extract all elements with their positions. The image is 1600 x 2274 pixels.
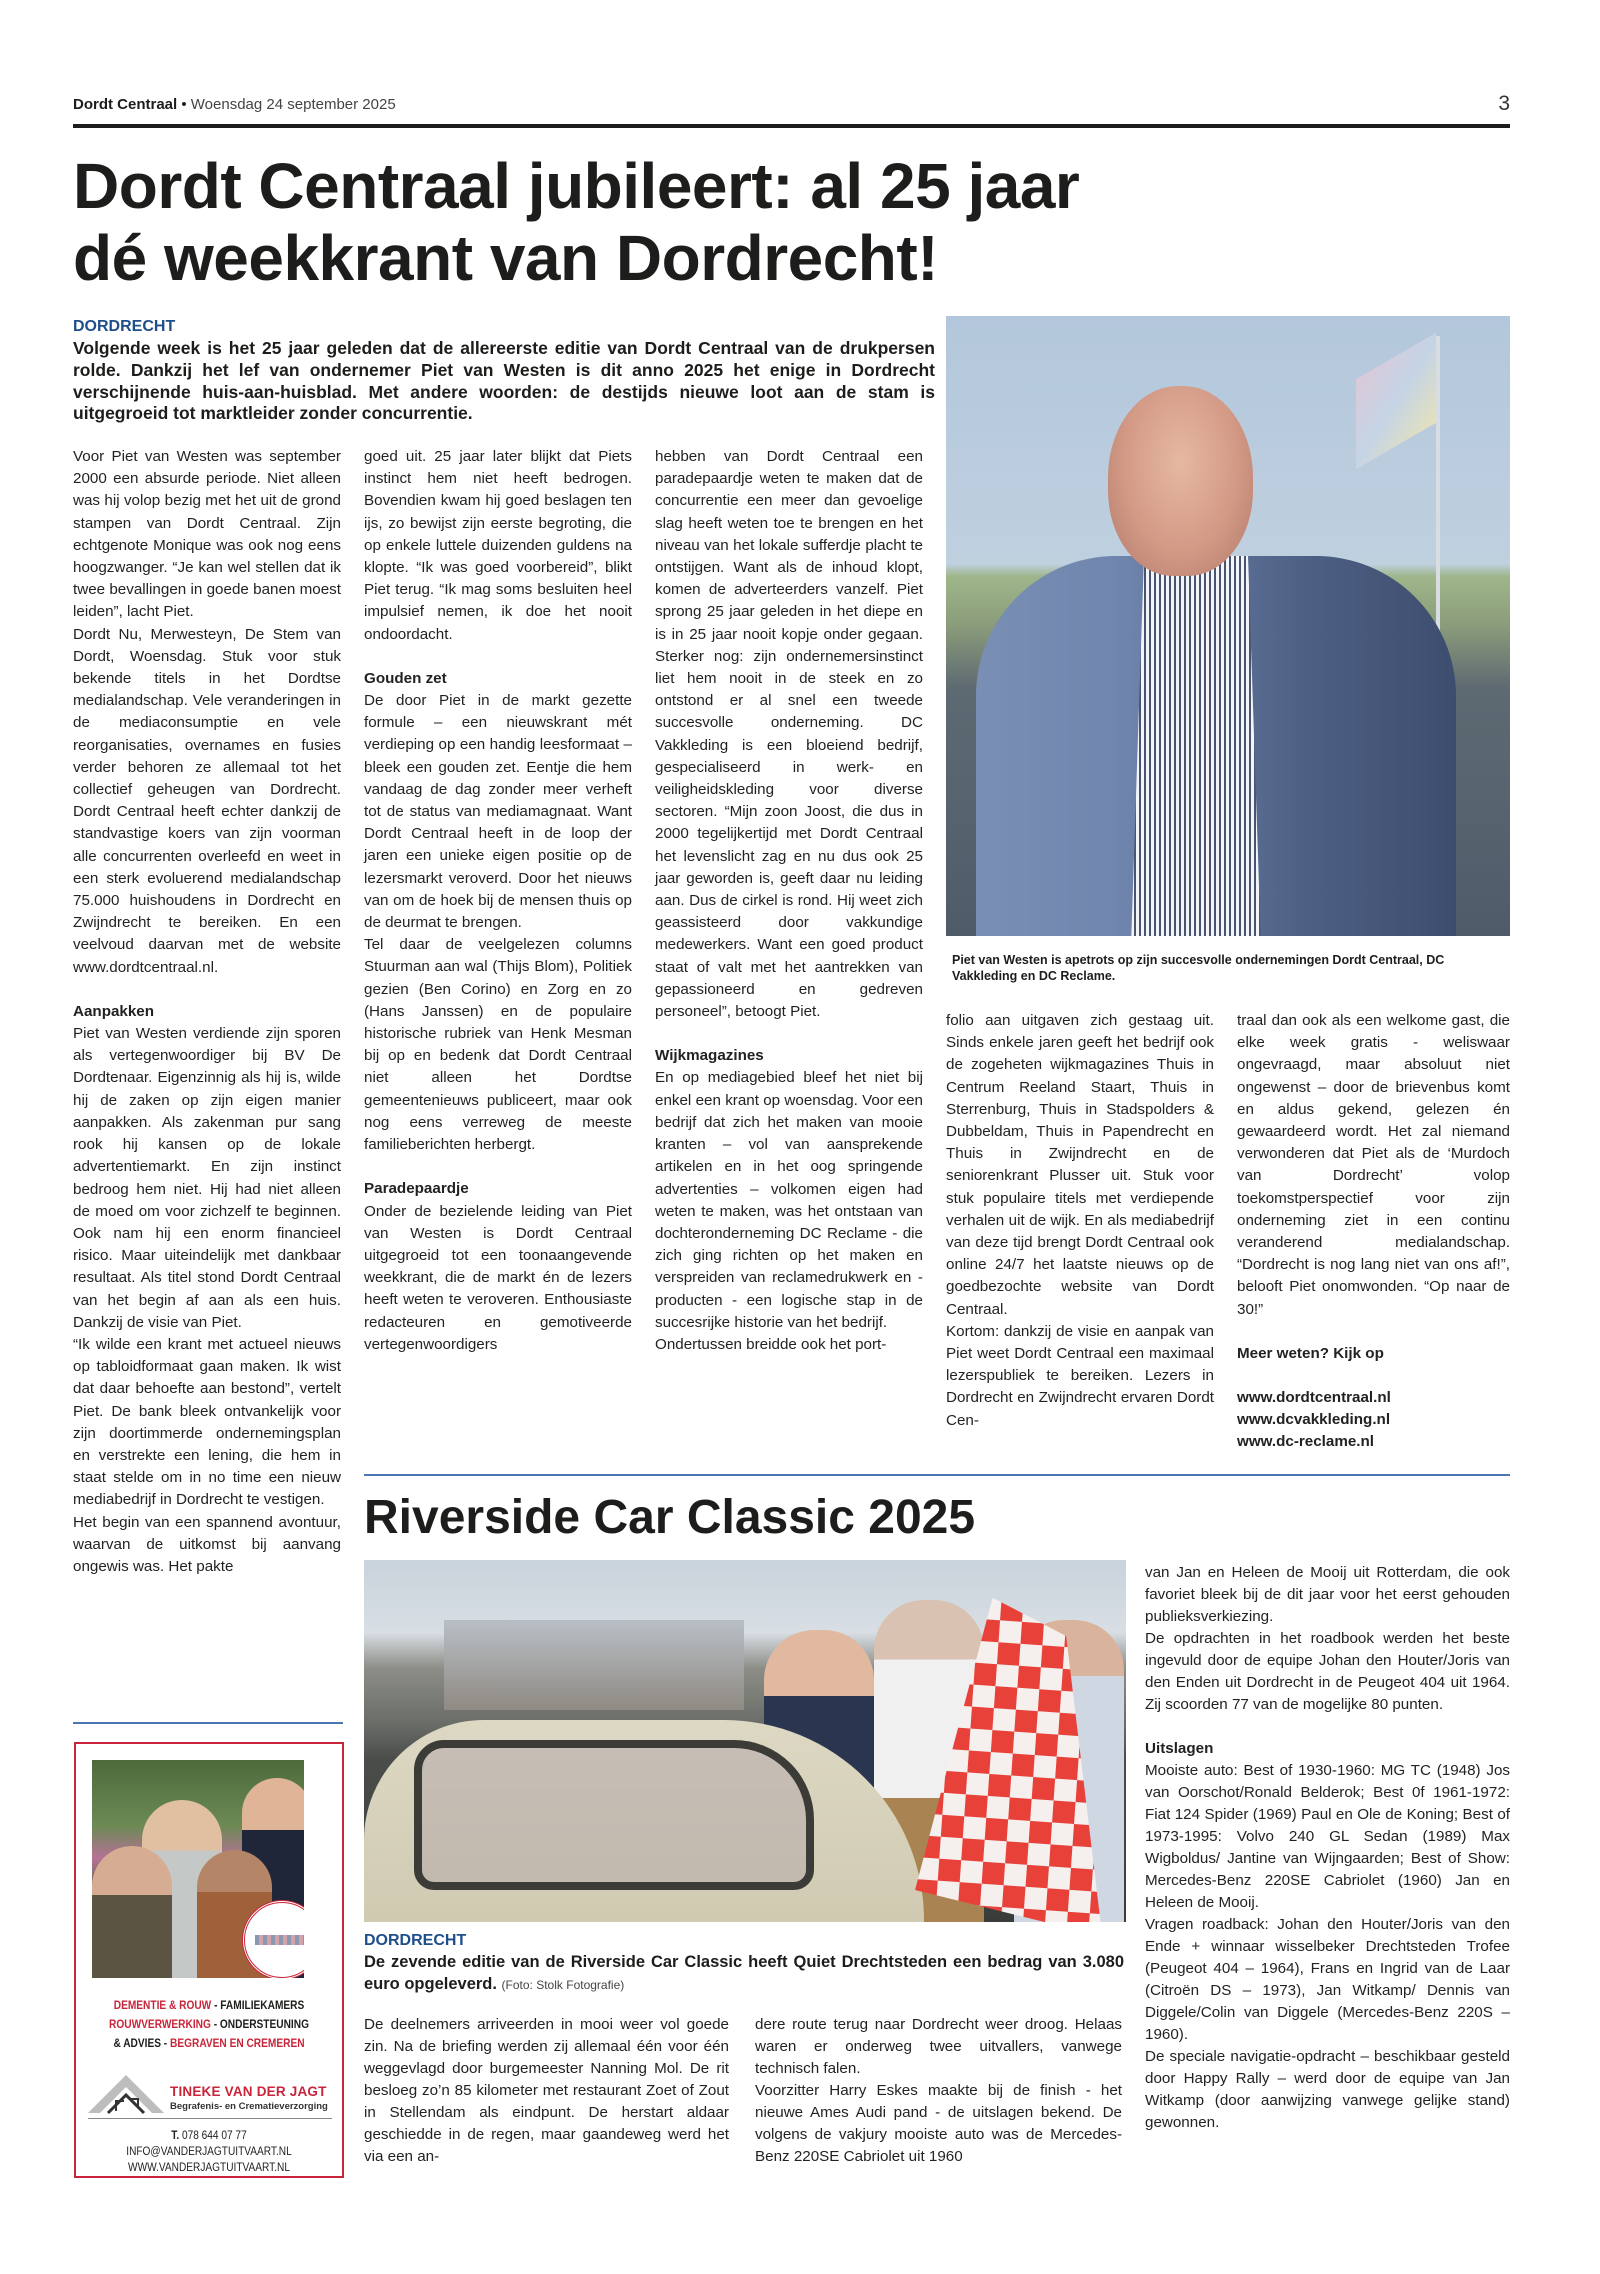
subheading-aanpakken: Aanpakken xyxy=(73,1002,155,1020)
photo-credit: (Foto: Stolk Fotografie) xyxy=(501,1977,625,1992)
ad-website[interactable]: WWW.VANDERJAGTUITVAART.NL xyxy=(128,2162,290,2174)
article2-column-1 xyxy=(364,2014,729,2168)
paragraph: dere route terug naar Dordrecht weer droog. Helaas waren er onderweg twee uitvallers, vanwege technisch falen. xyxy=(755,2016,1122,2077)
car-classic-photo xyxy=(364,1560,1126,1922)
article-column-1 xyxy=(73,446,341,1578)
service-ondersteuning: - ONDERSTEUNING xyxy=(210,2017,309,2031)
paragraph: De deelnemers arriveerden in mooi weer vol goede zin. Na de briefing werden zij allemaal één voor één weggevlagd door burgemeester Nanning Mol. De rit besloeg zo’n 85 kilometer met restaurant Zoet of Zout in Stellendam als eindpunt. De herstart aldaar geschiedde in de regen, maar gaandeweg werd het via een an- xyxy=(364,2016,729,2165)
ad-contact xyxy=(92,2128,326,2176)
article2-lead xyxy=(364,1952,1124,1996)
ad-divider-line xyxy=(88,2118,332,2119)
paragraph: Vragen roadback: Johan den Houter/Joris van den Ende + winnaar wisselbeker Drechtsteden Trofee (Peugeot 404 – 1964), Frans en Ingrid van de Laar (Citroën DS – 1973), Jan Witkamp/ Dennis van Diggele/Colin van Diggele (Mercedes-Benz 220S – 1960). xyxy=(1145,1916,1510,2043)
service-dementie: DEMENTIE & ROUW xyxy=(113,1998,212,2012)
ad-brand-subtitle: Begrafenis- en Crematieverzorging xyxy=(170,2101,328,2112)
paragraph: hebben van Dordt Centraal een paradepaardje weten te maken dat de concurrentie een meer dan gevoelige slag heeft weten toe te brengen en het niveau van het lokale sufferdje placht te ontstijgen. Want als de inhoud klopt, komen de adverteerders vanzelf. Piet sprong 25 jaar geleden in het diepe en is in 25 jaar nooit kopje onder gegaan. Sterker nog: zijn ondernemersinstinct liet hem nooit in de steek en zo ontstond er al snel een tweede succesvolle onderneming. DC Vakkleding is een bloeiend bedrijf, gespecialiseerd in werk- en veiligheidskleding voor diverse sectoren. “Mijn zoon Joost, die dus in 2000 tegelijkertijd met Dordt Centraal het levenslicht zag en nu dus ook 25 jaar geworden is, geeft daar nu leiding aan. Dus de cirkel is rond. Hij weet zich geassisteerd door vakkundige medewerkers. Want een goed product staat of valt met het aantrekken van gepassioneerd en gedreven personeel”, betoogt Piet. xyxy=(655,448,923,1021)
ad-team-photo xyxy=(92,1760,304,1978)
flag xyxy=(1356,333,1436,469)
article-column-3 xyxy=(655,446,923,1356)
funeral-service-advertisement[interactable] xyxy=(74,1742,344,2178)
paragraph: De speciale navigatie-opdracht – beschikbaar gesteld door Happy Rally – werd door de equipe van Jan Witkamp (door aanwijzing vanwege gelijke stand) gewonnen. xyxy=(1145,2048,1510,2131)
article2-column-2 xyxy=(755,2014,1122,2168)
person xyxy=(92,1846,172,1978)
subheading-wijkmagazines: Wijkmagazines xyxy=(655,1047,764,1065)
service-advies: & ADVIES - xyxy=(113,2036,171,2050)
ad-services xyxy=(95,1996,324,2053)
ad-divider xyxy=(73,1722,343,1724)
link-dordtcentraal[interactable]: www.dordtcentraal.nl xyxy=(1237,1389,1391,1407)
website-links xyxy=(1237,1387,1510,1454)
paragraph: Mooiste auto: Best of 1930-1960: MG TC (1948) Jos van Oorschot/Ronald Belderok; Best 0f 1961-1972: Fiat 124 Spider (1969) Paul en Ole de Koning; Best of 1973-1995: Volvo 240 GL Sedan (1989) Max Wigboldus/ Jantine van Wijngaarden; Best of Show: Mercedes-Benz 220SE Cabriolet (1960) Jan en Heleen de Mooij. xyxy=(1145,1762,1510,1911)
paragraph: folio aan uitgaven zich gestaag uit. Sinds enkele jaren geeft het bedrijf ook de zogeheten wijkmagazines Thuis in Centrum Reeland Staart, Thuis in Sterrenburg, Thuis in Stadspolders & Dubbeldam, Thuis in Papendrecht en Thuis in Zwijndrecht en de seniorenkrant Plusser uit. Stuk voor stuk populaire titels met verdiepende verhalen uit de wijk. En als mediabedrijf van deze tijd brengt Dordt Centraal ook online 24/7 het laatste nieuws op de goedbezochte website van Dordt Centraal. xyxy=(946,1012,1214,1318)
phone-label: T. xyxy=(171,2130,180,2142)
article-headline xyxy=(73,150,1373,294)
paragraph: van Jan en Heleen de Mooij uit Rotterdam, die ook favoriet bleek bij de dit jaar voor het eerst gehouden publieksverkiezing. xyxy=(1145,1564,1510,1625)
subheading-paradepaardje: Paradepaardje xyxy=(364,1180,469,1198)
windshield xyxy=(414,1740,814,1890)
article2-column-3 xyxy=(1145,1562,1510,2134)
service-rouwverwerking: ROUWVERWERKING xyxy=(109,2017,211,2031)
more-info-label: Meer weten? Kijk op xyxy=(1237,1344,1384,1362)
issue-date: Woensdag 24 september 2025 xyxy=(190,96,396,113)
ad-brand: TINEKE VAN DER JAGT xyxy=(170,2084,327,2099)
service-begraven: BEGRAVEN EN CREMEREN xyxy=(170,2036,305,2050)
article-intro: Volgende week is het 25 jaar geleden dat de allereerste editie van Dordt Centraal van de drukpersen rolde. Dankzij het lef van ondernemer Piet van Westen is dit anno 2025 het enige in Dordrecht verschijnende huis-aan-huisblad. Met andere woorden: de destijds nieuwe loot aan de stam is uitgegroeid tot marktleider zonder concurrentie. xyxy=(73,338,935,424)
article2-kicker: DORDRECHT xyxy=(364,1932,467,1949)
separator: • xyxy=(181,96,187,113)
paragraph: “Ik wilde een krant met actueel nieuws op tabloidformaat gaan maken. Ik wist dat daar behoefte aan bestond”, vertelt Piet. De bank bleek ontvankelijk voor zijn doortimmerde ondernemingsplan en verstrekte een lening, die hem in staat stelde om in no time een nieuw mediabedrijf in Dordrecht te vestigen. xyxy=(73,1335,341,1509)
paragraph: Ondertussen breidde ook het port- xyxy=(655,1335,887,1353)
phone-number[interactable]: 078 644 07 77 xyxy=(179,2130,247,2142)
subheading-gouden-zet: Gouden zet xyxy=(364,669,447,687)
publication-name: Dordt Centraal xyxy=(73,96,178,113)
article2-headline: Riverside Car Classic 2025 xyxy=(364,1491,976,1544)
headline-line-1: Dordt Centraal jubileert: al 25 jaar xyxy=(73,150,1080,222)
paragraph: Piet van Westen verdiende zijn sporen als vertegenwoordiger bij BV De Dordtenaar. Eigenzinnig als hij is, wilde hij de zaken op zijn eigen manier aanpakken. Als zakenman pur sang rook hij kansen op de lokale advertentiemarkt. En zijn instinct bedroog hem niet. Hij had niet alleen de moed om voor zichzelf te beginnen. Ook nam hij een enorm financieel risico. Maar uiteindelijk met dankbaar resultaat. Als titel stond Dordt Centraal van het begin af aan als een huis. Dankzij de visie van Piet. xyxy=(73,1025,341,1331)
house-logo-icon xyxy=(86,2071,166,2115)
portrait-photo-piet-van-westen xyxy=(946,316,1510,936)
paragraph: Dordt Nu, Merwesteyn, De Stem van Dordt, Woensdag. Stuk voor stuk bekende titels in het Dordtse medialandschap. Vele veranderingen in de mediaconsumptie en vele reorganisaties, overnames en fusies verder behoren ze allemaal tot het collectief geheugen van Dordrecht. Dordt Centraal heeft echter dankzij de standvastige koers van zijn voorman alle concurrenten overleefd en weet in een sterk evoluerend medialandschap 75.000 huishoudens in Dordrecht en Zwijndrecht te bereiken. En een veelvoud daarvan met de website www.dordtcentraal.nl. xyxy=(73,625,341,976)
paragraph: Het begin van een spannend avontuur, waarvan de uitkomst bij aanvang ongewis was. Het pakte xyxy=(73,1513,341,1575)
paragraph: De door Piet in de markt gezette formule – een nieuwskrant mét verdieping op een handig leesformaat – bleek een gouden zet. Eentje die hem vandaag de dag zonder meer verheft tot de status van mediamagnaat. Want Dordt Centraal heeft in de loop der jaren een unieke eigen positie op de lezersmarkt veroverd. Door het nieuws van om de hoek bij de mensen thuis op de deurmat te brengen. xyxy=(364,692,632,932)
masthead-rule xyxy=(73,124,1510,128)
section-divider xyxy=(364,1474,1510,1476)
paragraph: traal dan ook als een welkome gast, die elke week gratis - weliswaar ongevraagd, maar absoluut niet ongewenst – door de brievenbus komt en aldus gekend, gelezen én gewaardeerd wordt. Het zal niemand verwonderen dat Piet als de ‘Murdoch van Dordrecht’ volop toekomstperspectief voor zijn onderneming ziet in een continu veranderend medialandschap. “Dordrecht is nog lang niet van ons af!”, belooft Piet onomwonden. “Op naar de 30!” xyxy=(1237,1012,1510,1318)
article-kicker: DORDRECHT xyxy=(73,318,176,335)
paragraph: Voorzitter Harry Eskes maakte bij de finish - het nieuwe Ames Audi pand - de uitslagen bekend. De volgens de vakjury mooiste auto was de Mercedes-Benz 220SE Cabriolet uit 1960 xyxy=(755,2082,1122,2165)
lead-text: De zevende editie van de Riverside Car Classic heeft Quiet Drechtsteden een bedrag van 3.080 euro opgeleverd. xyxy=(364,1953,1124,1993)
paragraph: Onder de bezielende leiding van Piet van Westen is Dordt Centraal uitgegroeid tot een toonaangevende weekkrant, die de markt én de lezers heeft weten te veroveren. Enthousiaste redacteuren en gemotiveerde vertegenwoordigers xyxy=(364,1202,632,1353)
paragraph: Voor Piet van Westen was september 2000 een absurde periode. Niet alleen was hij volop bezig met het uit de grond stampen van Dordt Centraal. Zijn echtgenote Monique was ook nog eens hoogzwanger. “Je kan wel stellen dat ik twee bevallingen in goede banen moest leiden”, lacht Piet. xyxy=(73,448,341,621)
building xyxy=(444,1620,744,1710)
article-column-5 xyxy=(1237,1010,1510,1454)
paragraph: Tel daar de veelgelezen columns Stuurman aan wal (Thijs Blom), Politiek gezien (Ben Corino) en Zorg en zo (Hans Janssen) en de populaire historische rubriek van Henk Mesman bij op en bedenk dat Dordt Centraal niet alleen het Dordtse gemeentenieuws publiceert, maar ook nog eens verreweg de meeste familieberichten herbergt. xyxy=(364,936,632,1154)
paragraph: De opdrachten in het roadbook werden het beste ingevuld door de equipe Johan den Houter/Joris van den Enden uit Dordrecht in de Peugeot 404 uit 1964. Zij scoorden 77 van de mogelijke 80 punten. xyxy=(1145,1630,1510,1713)
ad-email[interactable]: INFO@VANDERJAGTUITVAART.NL xyxy=(126,2146,292,2158)
photo-caption: Piet van Westen is apetrots op zijn succesvolle ondernemingen Dordt Centraal, DC Vakkleding en DC Reclame. xyxy=(952,953,1445,983)
page-number: 3 xyxy=(1498,92,1510,115)
subheading-uitslagen: Uitslagen xyxy=(1145,1740,1214,1757)
headline-line-2: dé weekkrant van Dordrecht! xyxy=(73,222,938,294)
paragraph: En op mediagebied bleef het niet bij enkel een krant op woensdag. Voor een bedrijf dat zich het maken van mooie kranten – vol van aansprekende artikelen en in het oog springende advertenties – volkomen eigen had weten te maken, was het ontstaan van dochteronderneming DC Reclame - die zich ging richten op het maken en verspreiden van reclamedrukwerk en -producten - een logische stap in de succesrijke historie van het bedrijf. xyxy=(655,1069,923,1331)
face xyxy=(1108,386,1253,576)
article-column-2 xyxy=(364,446,632,1356)
paragraph: goed uit. 25 jaar later blijkt dat Piets instinct hem niet heeft bedrogen. Bovendien kwam hij goed beslagen ten ijs, zo bewijst zijn eerste begroting, die op enkele luttele duizenden guldens na klopte. “Ik was goed voorbereid”, blikt Piet terug. “Ik mag soms besluiten heel impulsief nemen, ik doe het nooit ondoordacht. xyxy=(364,448,632,643)
masthead xyxy=(73,92,1510,126)
link-dcvakkleding[interactable]: www.dcvakkleding.nl xyxy=(1237,1411,1391,1429)
service-familiekamers: - FAMILIEKAMERS xyxy=(211,1998,305,2012)
paragraph: Kortom: dankzij de visie en aanpak van Piet weet Dordt Centraal een maximaal lezerspubliek te bereiken. Lezers in Dordrecht en Zwijndrecht ervaren Dordt Cen- xyxy=(946,1322,1214,1429)
striped-shirt xyxy=(1131,556,1261,936)
article-column-4 xyxy=(946,1010,1214,1432)
link-dc-reclame[interactable]: www.dc-reclame.nl xyxy=(1237,1433,1375,1451)
publication-line xyxy=(73,96,396,113)
